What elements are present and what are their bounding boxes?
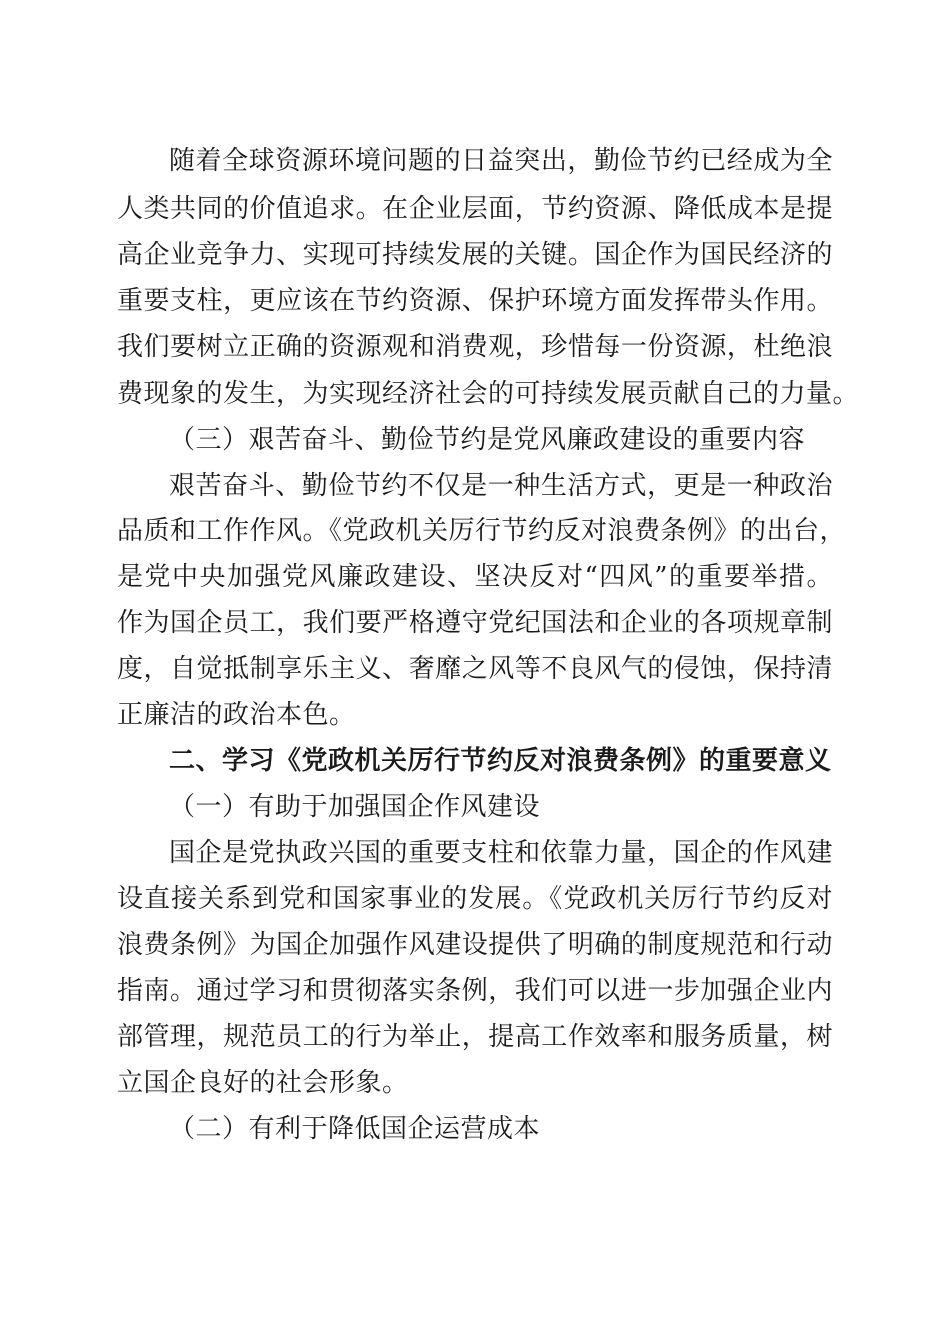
text-line: 指南。通过学习和贯彻落实条例，我们可以进一步加强企业内 (117, 976, 833, 1006)
text-line: 设直接关系到党和国家事业的发展。《党政机关厉行节约反对 (117, 884, 833, 914)
text-line: 作为国企员工，我们要严格遵守党纪国法和企业的各项规章制 (117, 608, 833, 638)
text-line: 浪费条例》为国企加强作风建设提供了明确的制度规范和行动 (117, 930, 833, 960)
text-line: 随着全球资源环境问题的日益突出，勤俭节约已经成为全 (169, 146, 833, 176)
text-line: 费现象的发生，为实现经济社会的可持续发展贡献自己的力量。 (117, 379, 860, 409)
text-line: 我们要树立正确的资源观和消费观，珍惜每一份资源，杜绝浪 (117, 332, 833, 362)
text-line: 度，自觉抵制享乐主义、奢靡之风等不良风气的侵蚀，保持清 (117, 654, 833, 684)
subheading-two: （二）有利于降低国企运营成本 (169, 1114, 541, 1144)
text-line: 品质和工作作风。《党政机关厉行节约反对浪费条例》的出台， (117, 516, 847, 546)
text-line: 重要支柱，更应该在节约资源、保护环境方面发挥带头作用。 (117, 286, 833, 316)
subheading-three: （三）艰苦奋斗、勤俭节约是党风廉政建设的重要内容 (169, 425, 806, 455)
text-line: 立国企良好的社会形象。 (117, 1068, 409, 1098)
section-heading: 二、学习《党政机关厉行节约反对浪费条例》的重要意义 (169, 746, 832, 776)
text-line: 人类共同的价值追求。在企业层面，节约资源、降低成本是提 (117, 194, 833, 224)
text-line: 高企业竞争力、实现可持续发展的关键。国企作为国民经济的 (117, 240, 833, 270)
text-line: 国企是党执政兴国的重要支柱和依靠力量，国企的作风建 (169, 838, 833, 868)
text-line: 是党中央加强党风廉政建设、坚决反对“四风”的重要举措。 (117, 562, 833, 592)
text-line: 艰苦奋斗、勤俭节约不仅是一种生活方式，更是一种政治 (169, 471, 833, 501)
text-line: 正廉洁的政治本色。 (117, 700, 356, 730)
text-line: 部管理，规范员工的行为举止，提高工作效率和服务质量，树 (117, 1022, 833, 1052)
subheading-one: （一）有助于加强国企作风建设 (169, 792, 541, 822)
